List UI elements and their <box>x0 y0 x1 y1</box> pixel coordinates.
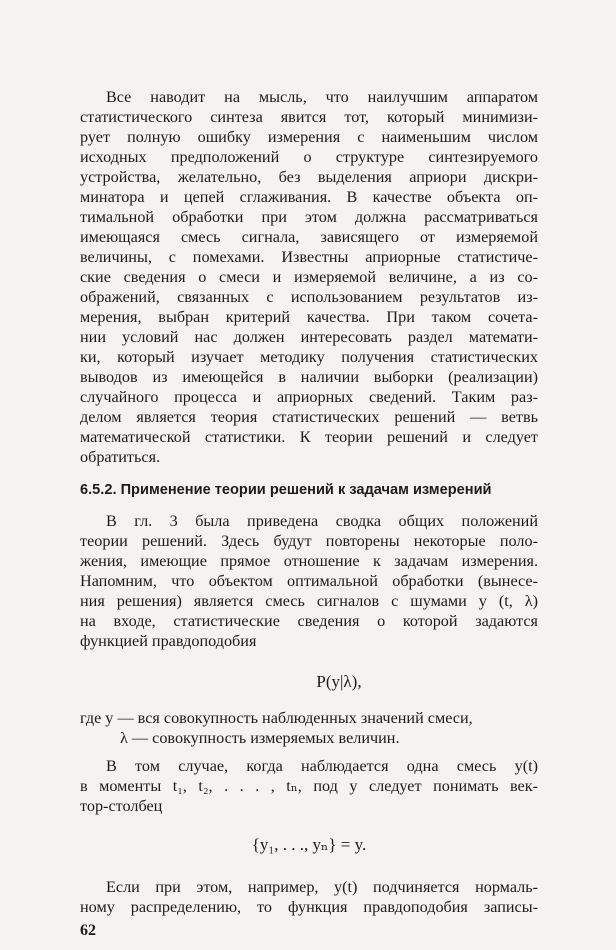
text-line: Все наводит на мысль, что наилучшим аппаратом <box>106 88 538 106</box>
text-line: математической статистики. К теории решений и следует <box>80 428 538 446</box>
text-line: случайного процесса и априорных сведений. Таким раз- <box>80 388 538 406</box>
text-line: тор-столбец <box>80 797 163 815</box>
text-line: имеющаяся смесь сигнала, зависящего от измеряемой <box>80 228 538 246</box>
section-heading: 6.5.2. Применение теории решений к задачам измерений <box>80 482 492 498</box>
text-line: минатора и цепей сглаживания. В качестве объекта оп- <box>80 188 538 206</box>
text-line: величины, с помехами. Известны априорные статистиче- <box>80 248 538 266</box>
text-line: теории решений. Здесь будут повторены некоторые поло- <box>80 532 538 550</box>
text-line: делом является теория статистических решений — ветвь <box>80 408 538 426</box>
text-line: λ — совокупность измеряемых величин. <box>120 729 400 747</box>
text-line: выводов из имеющейся в наличии выборки (реализации) <box>80 368 538 386</box>
text-line: мерения, выбран критерий качества. При таком сочета- <box>80 308 538 326</box>
text-line: устройства, желательно, без выделения априори дискри- <box>80 168 538 186</box>
page-number: 62 <box>80 922 96 939</box>
text-line: ния решения) является смесь сигналов с шумами y (t, λ) <box>80 592 538 610</box>
text-line: Если при этом, например, y(t) подчиняется нормаль- <box>106 878 538 896</box>
text-line: статистического синтеза явится тот, который минимизи- <box>80 108 538 126</box>
text-line: ки, который изучает методику получения статистических <box>80 348 538 366</box>
text-line: тимальной обработки при этом должна рассматриваться <box>80 208 538 226</box>
text-line: В том случае, когда наблюдается одна смесь y(t) <box>106 757 538 775</box>
text-line: на входе, статистические сведения о которой задаются <box>80 612 538 630</box>
text-line: рует полную ошибку измерения с наименьшим числом <box>80 128 538 146</box>
text-line: функцией правдоподобия <box>80 632 257 650</box>
text-line: исходных предположений о структуре синтезируемого <box>80 148 538 166</box>
formula-likelihood: P(y|λ), <box>316 672 362 691</box>
text-line: нии условий нас должен интересовать раздел математи- <box>80 328 538 346</box>
text-line: где y — вся совокупность наблюденных значений смеси, <box>80 709 473 727</box>
text-line: В гл. 3 была приведена сводка общих положений <box>106 512 538 530</box>
text-line: обратиться. <box>80 448 161 466</box>
formula-vector: {y₁, . . ., yₙ} = y. <box>251 835 367 854</box>
text-line: жения, имеющие прямое отношение к задачам измерения. <box>80 552 538 570</box>
text-line: Напомним, что объектом оптимальной обработки (вынесе- <box>80 572 538 590</box>
text-line: ские сведения о смеси и измеряемой величине, а из со- <box>80 268 538 286</box>
text-line: в моменты t₁, t₂, . . . , tₙ, под y следует понимать век- <box>80 777 538 795</box>
text-line: ному распределению, то функция правдоподобия записы- <box>80 898 538 916</box>
text-line: ображений, связанных с использованием результатов из- <box>80 288 538 306</box>
